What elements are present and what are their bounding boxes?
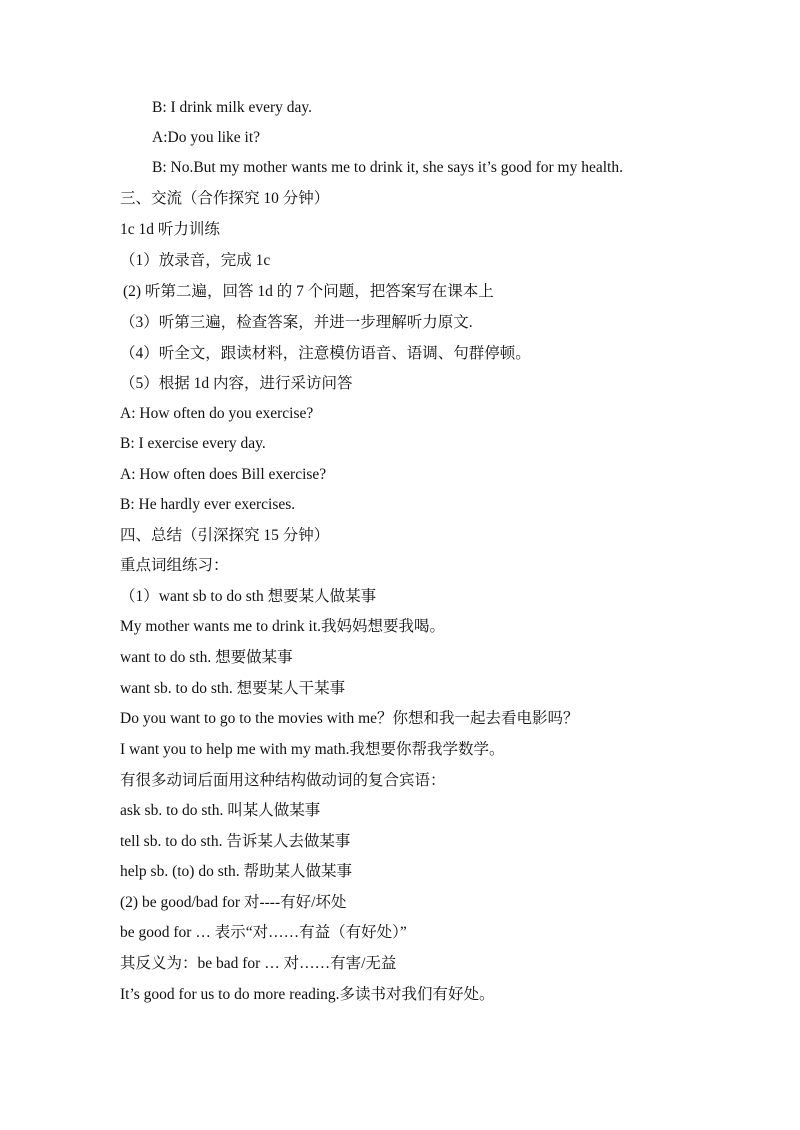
key-phrases-title: 重点词组练习： <box>120 557 229 574</box>
listening-training-title: 1c 1d 听力训练 <box>120 221 220 238</box>
step-1: （1）放录音，完成 1c <box>120 252 271 269</box>
step-5: （5）根据 1d 内容，进行采访问答 <box>120 375 353 392</box>
phrase-ask: ask sb. to do sth. 叫某人做某事 <box>120 802 321 819</box>
example-sentence-3: I want you to help me with my math.我想要你帮我学数学。 <box>120 741 505 758</box>
phrase-want-to-do: want to do sth. 想要做某事 <box>120 649 293 666</box>
interview-line-b2: B: He hardly ever exercises. <box>120 496 296 513</box>
antonym-line: 其反义为：be bad for … 对……有害/无益 <box>120 955 397 972</box>
phrase-tell: tell sb. to do sth. 告诉某人去做某事 <box>120 833 351 850</box>
section-heading-exchange: 三、交流（合作探究 10 分钟） <box>120 190 330 207</box>
example-sentence-4: It’s good for us to do more reading.多读书对我们有好处。 <box>120 986 495 1003</box>
phrase-help: help sb. (to) do sth. 帮助某人做某事 <box>120 863 353 880</box>
example-sentence-1: My mother wants me to drink it.我妈妈想要我喝。 <box>120 618 446 635</box>
step-3: （3）听第三遍，检查答案，并进一步理解听力原文. <box>120 314 473 331</box>
phrase-2-heading: (2) be good/bad for 对----有好/坏处 <box>120 894 347 911</box>
step-4: （4）听全文，跟读材料，注意模仿语音、语调、句群停顿。 <box>120 345 531 362</box>
phrase-want-sb-to-do: want sb. to do sth. 想要某人干某事 <box>120 680 346 697</box>
dialogue-line-b-milk: B: I drink milk every day. <box>152 99 312 116</box>
section-heading-summary: 四、总结（引深探究 15 分钟） <box>120 527 330 544</box>
example-sentence-2: Do you want to go to the movies with me？你想和我一起去看电影吗？ <box>120 710 579 727</box>
compound-object-note: 有很多动词后面用这种结构做动词的复合宾语： <box>120 772 446 789</box>
step-2: (2) 听第二遍，回答 1d 的 7 个问题，把答案写在课本上 <box>123 283 494 300</box>
interview-line-a1: A: How often do you exercise? <box>120 405 314 422</box>
dialogue-line-b-health: B: No.But my mother wants me to drink it, she says it’s good for my health. <box>152 159 623 176</box>
interview-line-b1: B: I exercise every day. <box>120 435 266 452</box>
be-good-for-meaning: be good for … 表示“对……有益（有好处）” <box>120 924 407 941</box>
phrase-1-heading: （1）want sb to do sth 想要某人做某事 <box>120 588 377 605</box>
dialogue-line-a-like: A:Do you like it? <box>152 129 261 146</box>
interview-line-a2: A: How often does Bill exercise? <box>120 466 327 483</box>
